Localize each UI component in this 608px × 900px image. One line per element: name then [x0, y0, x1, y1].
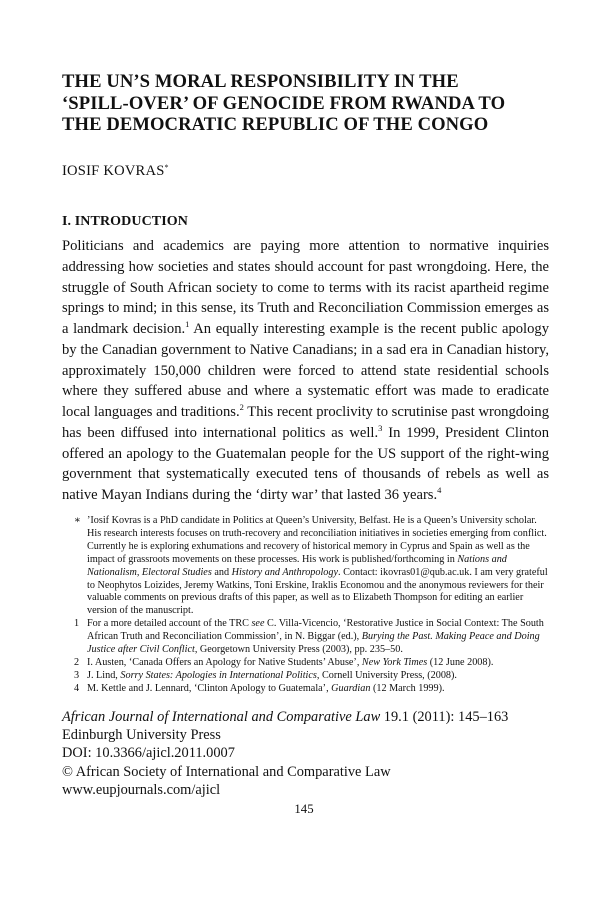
footnote-text: I. Austen, ‘Canada Offers an Apology for Native Students’ Abuse’, — [87, 656, 362, 668]
footnote-text: ’Iosif Kovras is a PhD candidate in Politics at Queen’s University, Belfast. He is a Queen’s University scholar. His research interests focuses on truth-recovery and reconciliation initiatives in societies emerging from conflict. Currently he is exploring exhumations and recovery of historical memory in Cyprus and Spain as well as the impact of grassroots movements on these processes. His work is published/forthcoming in — [87, 515, 547, 565]
title-line: THE DEMOCRATIC REPUBLIC OF THE CONGO — [62, 114, 489, 135]
footnote-ref: 2 — [239, 402, 244, 412]
page-number: 145 — [294, 802, 314, 816]
journal-url: www.eupjournals.com/ajicl — [62, 781, 221, 798]
footnote-italic: Sorry States: Apologies in International Politics — [120, 669, 317, 681]
footnote-marker: 2 — [74, 656, 80, 668]
footnote-italic: New York Times — [361, 656, 428, 668]
body-text-segment: In 1999, President Clinton offered an apology to the Guatemalan people for the US support of the right-wing government that systematically executed tens of thousands of rebels as well as native Mayan Indians during the ‘dirty war’ that lasted 36 years. — [62, 424, 549, 503]
journal-information — [62, 708, 542, 799]
author-footnote-marker: * — [164, 163, 169, 172]
footnote-text: (12 June 2008). — [427, 656, 494, 668]
journal-name: African Journal of International and Comparative Law — [62, 709, 381, 725]
footnote-author — [74, 515, 548, 618]
footnote-text: M. Kettle and J. Lennard, ‘Clinton Apology to Guatemala’, — [87, 682, 332, 694]
footnote-text: and — [211, 566, 232, 578]
footnote-italic: see — [251, 618, 265, 630]
footnote-ref: 1 — [185, 319, 190, 329]
footnote-text: , Georgetown University Press (2003), pp. 235–50. — [194, 644, 403, 656]
journal-copyright: © African Society of International and Comparative Law — [62, 763, 391, 780]
footnotes-list — [74, 515, 548, 696]
footnote-italic: History and Anthropology — [231, 566, 339, 578]
section-heading: I. INTRODUCTION — [62, 214, 188, 229]
body-paragraph — [62, 236, 549, 506]
footnote-marker: ∗ — [74, 515, 81, 526]
journal-publisher: Edinburgh University Press — [62, 727, 221, 744]
footnote-4 — [74, 683, 548, 696]
body-text-segment: Politicians and academics are paying more attention to normative inquiries addressing how societies and states should account for past wrongdoing. Here, the struggle of South African society to come to terms with its racist apartheid regime springs to mind; in this sense, its Truth and Reconciliation Commission emerges as a landmark decision. — [62, 238, 549, 337]
title-line: ‘SPILL-OVER’ OF GENOCIDE FROM RWANDA TO — [62, 92, 506, 114]
footnote-1 — [74, 618, 548, 657]
footnote-ref: 3 — [378, 422, 383, 433]
footnote-text: . Contact: ikovras01@qub.ac.uk. I am very grateful to Neophytos Loizides, Jeremy Watkins, Toni Erskine, Iraklis Economou and the anonymous reviewers for their valuable comments on previous drafts of this paper, as well as to Elizabeth Thompson for editing an earlier version of the manuscript. — [87, 566, 548, 617]
footnote-marker: 4 — [74, 682, 80, 694]
author-name: IOSIF KOVRAS — [62, 163, 165, 179]
footnote-marker: 3 — [74, 669, 80, 681]
footnote-text: C. Villa-Vicencio, ‘Restorative Justice in Social Context: The South African Truth and Reconciliation Commission’, in N. Biggar (ed.), — [87, 618, 544, 643]
footnote-italic: Guardian — [331, 682, 371, 694]
journal-doi: DOI: 10.3366/ajicl.2011.0007 — [62, 745, 235, 762]
journal-citation — [62, 708, 542, 726]
footnote-ref: 4 — [437, 485, 442, 495]
footnote-text: , Cornell University Press, (2008). — [316, 669, 457, 681]
footnote-3 — [74, 670, 548, 683]
footnote-text: (12 March 1999). — [370, 682, 445, 694]
footnote-2 — [74, 657, 548, 670]
article-title — [62, 71, 562, 136]
journal-volume-pages: 19.1 (2011): 145–163 — [380, 709, 509, 725]
body-text-segment: This recent proclivity to scrutinise past wrongdoing has been diffused into international politics as well. — [62, 404, 549, 441]
title-line: THE UN’S MORAL RESPONSIBILITY IN THE — [62, 71, 459, 92]
footnote-marker: 1 — [74, 618, 80, 630]
footnote-italic: Nations and Nationalism, Electoral Studies — [87, 553, 507, 578]
footnote-italic: Burying the Past. Making Peace and Doing Justice after Civil Conflict — [87, 631, 540, 656]
footnote-text: J. Lind, — [87, 669, 121, 681]
author-byline — [62, 163, 169, 180]
body-text-segment: An equally interesting example is the recent public apology by the Canadian government to Native Canadians; in a sad era in Canadian history, approximately 150,000 children were forced to attend state residential schools where they suffered abuse and where a systematic effort was made to eradicate local languages and traditions. — [62, 321, 549, 420]
footnote-text: For a more detailed account of the TRC — [87, 618, 252, 630]
